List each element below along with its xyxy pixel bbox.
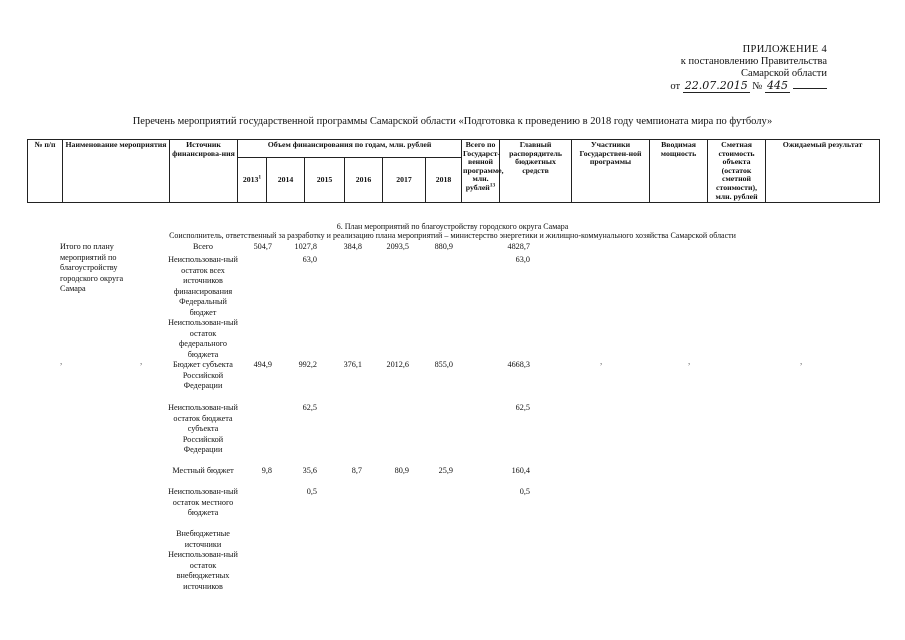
- footnote-mark: 1: [258, 174, 262, 181]
- row-total-value: 62,5: [515, 403, 530, 412]
- row-source-label: Неиспользован-ный остаток всех источников финансирования: [168, 255, 238, 296]
- row-total-value: 4828,7: [507, 242, 530, 251]
- header-total: [462, 140, 504, 203]
- row-source-label: Всего: [192, 242, 214, 251]
- row-year-value: 25,9: [438, 466, 453, 475]
- scan-mark: ,: [60, 356, 63, 366]
- row-year-value: 376,1: [343, 360, 362, 369]
- row-year-value: 1027,8: [294, 242, 317, 251]
- appendix-line-2: Самарской области: [741, 68, 827, 79]
- section-coexecutor: Соисполнитель, ответственный за разработку и реализацию плана мероприятий – министерство энергетики и жилищно-коммунального хозяйства Самарской области: [169, 231, 736, 240]
- row-year-value: 992,2: [298, 360, 317, 369]
- scan-mark: ,: [140, 356, 143, 366]
- row-source-label: Местный бюджет: [172, 466, 234, 475]
- header-result: Ожидаемый результат: [766, 140, 880, 203]
- year-label: 2013: [242, 174, 259, 184]
- appendix-line-1: к постановлению Правительства: [680, 56, 827, 67]
- header-year-2016: 2016: [345, 158, 383, 203]
- header-year-2017: 2017: [383, 158, 426, 203]
- row-source-label: Неиспользован-ный остаток внебюджетных источников: [168, 550, 238, 591]
- table-header: [27, 139, 880, 203]
- footnote-mark: 13: [489, 182, 496, 189]
- handwritten-number: 445: [767, 79, 788, 92]
- document-title: Перечень мероприятий государственной программы Самарской области «Подготовка к проведению в 2018 году чемпионата мира по футболу»: [132, 116, 773, 127]
- appendix-title: ПРИЛОЖЕНИЕ 4: [742, 44, 827, 55]
- row-year-value: 9,8: [261, 466, 272, 475]
- scan-mark: ,: [688, 356, 691, 366]
- row-source-label: Внебюджетные источники: [176, 529, 230, 549]
- header-source: Источник финансирова-ния: [170, 140, 238, 203]
- header-year-2014: 2014: [267, 158, 305, 203]
- header-name: Наименование мероприятия: [63, 140, 170, 203]
- row-total-value: 160,4: [511, 466, 530, 475]
- row-source-label: Неиспользован-ный остаток местного бюджета: [168, 487, 238, 517]
- header-num: № п/п: [28, 140, 63, 203]
- handwritten-date: 22.07.2015: [684, 79, 748, 92]
- date-prefix: от: [670, 81, 681, 92]
- row-source-label: Неиспользован-ный остаток федерального бюджета: [168, 318, 238, 359]
- row-year-value: 504,7: [253, 242, 272, 251]
- appendix-block: [670, 44, 827, 93]
- row-total-value: 63,0: [515, 255, 530, 264]
- total-label: Итого по плану мероприятий по благоустройству городского округа Самара: [60, 242, 124, 293]
- row-year-value: 494,9: [253, 360, 272, 369]
- row-source-label: Бюджет субъекта Российской Федерации: [173, 360, 233, 390]
- header-volume: Объем финансирования по годам, млн. рублей: [238, 140, 462, 158]
- header-capacity: Вводимая мощность: [650, 140, 708, 203]
- header-main-manager: Главный распорядитель бюджетных средств: [500, 140, 572, 203]
- section-title: 6. План мероприятий по благоустройству городского округа Самара: [336, 222, 569, 231]
- header-total-text: Всего по Государст-венной программе, млн. рублей: [463, 140, 504, 192]
- row-year-value: 2012,6: [386, 360, 409, 369]
- header-year-2015: 2015: [305, 158, 345, 203]
- row-year-value: 62,5: [302, 403, 317, 412]
- row-total-value: 4668,3: [507, 360, 530, 369]
- number-label: №: [752, 81, 763, 92]
- row-year-value: 8,7: [351, 466, 362, 475]
- row-year-value: 35,6: [302, 466, 317, 475]
- row-year-value: 384,8: [343, 242, 362, 251]
- scan-mark: ,: [600, 356, 603, 366]
- row-year-value: 880,9: [434, 242, 453, 251]
- appendix-date-line: [670, 80, 827, 93]
- row-total-value: 0,5: [519, 487, 530, 496]
- header-year-2018: 2018: [426, 158, 462, 203]
- row-year-value: 80,9: [394, 466, 409, 475]
- row-source-label: Неиспользован-ный остаток бюджета субъекта Российской Федерации: [168, 403, 238, 454]
- row-year-value: 2093,5: [386, 242, 409, 251]
- underline: [793, 88, 827, 89]
- row-year-value: 63,0: [302, 255, 317, 264]
- row-year-value: 855,0: [434, 360, 453, 369]
- scan-mark: ,: [800, 356, 803, 366]
- row-year-value: 0,5: [306, 487, 317, 496]
- header-participants: Участники Государствен-ной программы: [572, 140, 650, 203]
- header-cost: Сметная стоимость объекта (остаток сметной стоимости), млн. рублей: [708, 140, 766, 203]
- row-source-label: Федеральный бюджет: [179, 297, 227, 317]
- header-year-2013: [238, 158, 267, 203]
